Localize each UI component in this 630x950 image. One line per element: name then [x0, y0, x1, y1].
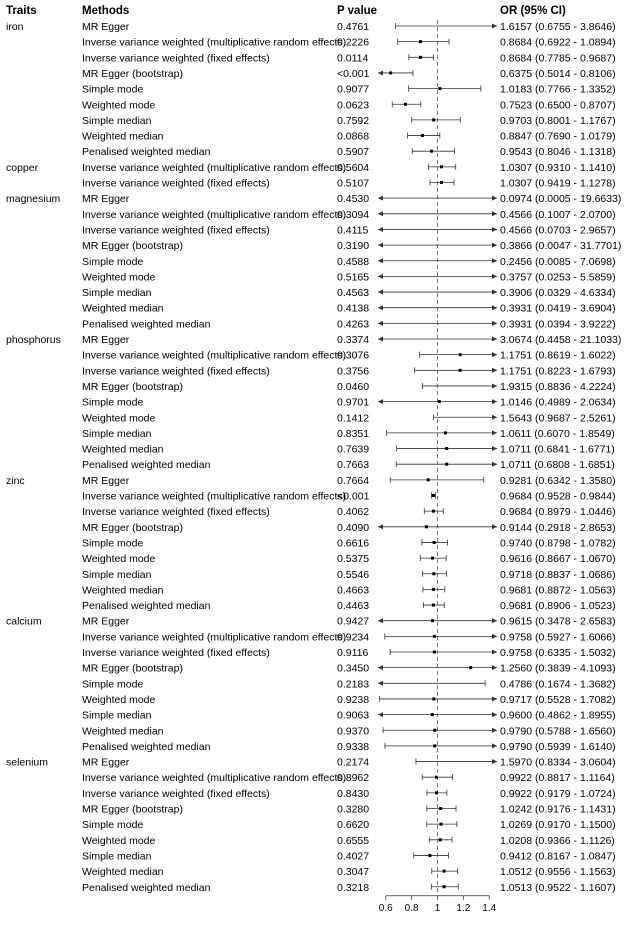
or-point: [433, 729, 436, 732]
or-ci-label: 0.3866 (0.0047 - 31.7701): [500, 240, 622, 253]
method-label: MR Egger: [82, 334, 130, 346]
p-value: 0.3094: [337, 208, 370, 221]
ci-arrow-right: [492, 430, 497, 435]
or-point: [439, 807, 442, 810]
method-label: Weighted mode: [82, 412, 156, 425]
method-label: Simple median: [82, 427, 152, 440]
or-point: [389, 71, 392, 74]
ci-arrow-left: [378, 712, 383, 717]
or-ci-label: 0.9740 (0.8798 - 1.0782): [500, 537, 616, 550]
or-point: [419, 56, 422, 59]
or-ci-label: 1.0307 (0.9310 - 1.1410): [500, 161, 616, 174]
or-point: [425, 525, 428, 528]
p-value: 0.3047: [337, 866, 370, 879]
or-ci-label: 0.9922 (0.8817 - 1.1164): [500, 772, 615, 785]
p-value: 0.5375: [337, 553, 370, 566]
p-value: 0.5604: [337, 161, 370, 174]
forest-rows: [6, 21, 621, 894]
or-point: [430, 150, 433, 153]
p-value: 0.3076: [337, 349, 370, 362]
or-ci-label: 0.9718 (0.8837 - 1.0686): [500, 568, 616, 581]
ci-arrow-right: [492, 759, 497, 764]
or-point: [432, 604, 435, 607]
or-point: [438, 400, 441, 403]
or-ci-label: 0.9790 (0.5788 - 1.6560): [500, 725, 616, 738]
ci-arrow-right: [492, 321, 497, 326]
or-point: [427, 478, 430, 481]
ci-arrow-left: [378, 274, 383, 279]
p-value: 0.6620: [337, 819, 370, 832]
method-label: MR Egger: [82, 21, 130, 33]
ci-arrow-left: [378, 337, 383, 342]
or-ci-label: 1.9315 (0.8836 - 4.2224): [500, 380, 616, 393]
p-value: 0.6616: [337, 537, 370, 550]
or-point: [445, 463, 448, 466]
p-value: 0.9427: [337, 615, 370, 628]
p-value: 0.9116: [337, 647, 369, 659]
ci-arrow-left: [378, 618, 383, 623]
p-value: 0.4115: [337, 224, 369, 237]
method-label: Weighted median: [82, 584, 164, 597]
ci-arrow-right: [492, 352, 497, 357]
or-point: [432, 510, 435, 513]
method-label: Weighted median: [82, 443, 164, 456]
or-ci-label: 0.3931 (0.0419 - 3.6904): [500, 302, 616, 315]
method-label: Weighted mode: [82, 693, 156, 706]
or-ci-label: 0.9543 (0.8046 - 1.1318): [500, 146, 616, 159]
or-ci-label: 0.9600 (0.4862 - 1.8955): [500, 709, 616, 722]
method-label: MR Egger (bootstrap): [82, 240, 183, 253]
ci-arrow-right: [492, 227, 497, 232]
ci-arrow-left: [378, 290, 383, 295]
or-point: [440, 165, 443, 168]
or-ci-label: 0.9681 (0.8872 - 1.0563): [500, 584, 616, 597]
ci-arrow-right: [492, 446, 497, 451]
p-value: <0.001: [337, 67, 370, 80]
p-value: 0.5165: [337, 271, 370, 284]
ci-arrow-right: [492, 243, 497, 248]
or-ci-label: 0.3931 (0.0394 - 3.9222): [500, 318, 616, 331]
x-tick-label: 0.8: [404, 902, 419, 914]
ci-arrow-left: [378, 305, 383, 310]
ci-arrow-right: [492, 712, 497, 717]
or-ci-label: 0.9616 (0.8667 - 1.0670): [500, 553, 616, 566]
method-label: Weighted median: [82, 302, 164, 315]
method-label: Weighted median: [82, 866, 164, 879]
p-value: 0.5907: [337, 146, 370, 159]
p-value: 0.9701: [337, 396, 370, 409]
or-ci-label: 1.0242 (0.9176 - 1.1431): [500, 803, 616, 816]
or-ci-label: 1.0183 (0.7766 - 1.3352): [500, 83, 616, 96]
p-value: 0.9063: [337, 709, 370, 722]
method-label: MR Egger: [82, 474, 130, 487]
or-point: [439, 823, 442, 826]
method-label: Inverse variance weighted (fixed effects): [82, 787, 270, 800]
or-ci-label: 0.9684 (0.9528 - 0.9844): [500, 490, 616, 503]
or-ci-label: 0.9703 (0.8001 - 1.1767): [500, 114, 616, 127]
or-ci-label: 0.7523 (0.6500 - 0.8707): [500, 99, 616, 112]
ci-arrow-right: [492, 524, 497, 529]
ci-arrow-left: [378, 399, 383, 404]
or-point: [443, 870, 446, 873]
p-value: 0.3280: [337, 803, 370, 816]
trait-label: selenium: [6, 756, 49, 769]
p-value: 0.9338: [337, 740, 370, 753]
or-point: [440, 181, 443, 184]
or-ci-label: 0.9790 (0.5939 - 1.6140): [500, 740, 616, 753]
or-ci-label: 1.0146 (0.4989 - 2.0634): [500, 396, 616, 409]
ci-arrow-right: [492, 258, 497, 263]
or-point: [431, 619, 434, 622]
plot-area: [378, 20, 497, 894]
method-label: Inverse variance weighted (multiplicative random effects): [82, 631, 347, 644]
ci-arrow-left: [378, 227, 383, 232]
method-label: Weighted median: [82, 130, 164, 143]
p-value: 0.6555: [337, 834, 370, 847]
or-ci-label: 1.5643 (0.9687 - 2.5261): [500, 412, 616, 425]
or-point: [435, 791, 438, 794]
p-value: 0.7592: [337, 114, 370, 127]
ci-arrow-right: [492, 650, 497, 655]
header-pvalue: P value: [337, 5, 378, 17]
ci-arrow-left: [378, 70, 383, 75]
or-point: [404, 103, 407, 106]
p-value: 0.3190: [337, 240, 370, 253]
p-value: 0.3374: [337, 334, 370, 346]
method-label: Inverse variance weighted (multiplicative random effects): [82, 161, 347, 174]
or-ci-label: 3.0674 (0.4458 - 21.1033): [500, 334, 622, 346]
p-value: 0.4263: [337, 318, 370, 331]
x-tick-label: 1: [434, 902, 441, 914]
or-point: [433, 541, 436, 544]
trait-label: magnesium: [6, 193, 61, 206]
or-ci-label: 0.9681 (0.8906 - 1.0523): [500, 600, 616, 613]
method-label: Penalised weighted median: [82, 740, 211, 753]
or-ci-label: 1.5970 (0.8334 - 3.0604): [500, 756, 616, 769]
or-ci-label: 1.1751 (0.8223 - 1.6793): [500, 365, 616, 378]
ci-arrow-left: [378, 211, 383, 216]
or-ci-label: 1.0611 (0.6070 - 1.8549): [500, 427, 615, 440]
p-value: 0.8430: [337, 787, 370, 800]
or-ci-label: 0.9922 (0.9179 - 1.0724): [500, 787, 616, 800]
or-ci-label: 0.4566 (0.1007 - 2.0700): [500, 208, 616, 221]
method-label: Inverse variance weighted (fixed effects): [82, 52, 270, 65]
or-ci-label: 0.3757 (0.0253 - 5.5859): [500, 271, 616, 284]
trait-label: phosphorus: [6, 334, 61, 346]
method-label: Inverse variance weighted (multiplicative random effects): [82, 349, 347, 362]
or-point: [432, 494, 435, 497]
p-value: 0.4138: [337, 302, 370, 315]
or-ci-label: 0.0974 (0.0005 - 19.6633): [500, 193, 622, 206]
or-point: [459, 369, 462, 372]
or-point: [428, 854, 431, 857]
ci-arrow-right: [492, 211, 497, 216]
ci-arrow-left: [378, 665, 383, 670]
or-point: [433, 651, 436, 654]
x-tick-label: 0.6: [378, 902, 393, 914]
or-point: [439, 838, 442, 841]
method-label: MR Egger (bootstrap): [82, 380, 183, 393]
ci-arrow-right: [492, 337, 497, 342]
method-label: Inverse variance weighted (multiplicative random effects): [82, 208, 347, 221]
p-value: 0.3450: [337, 662, 370, 675]
trait-label: calcium: [6, 615, 42, 628]
ci-arrow-right: [492, 665, 497, 670]
trait-label: iron: [6, 21, 24, 33]
or-ci-label: 0.8847 (0.7690 - 1.0179): [500, 130, 616, 143]
p-value: 0.4090: [337, 521, 370, 534]
or-ci-label: 0.9615 (0.3478 - 2.6583): [500, 615, 616, 628]
method-label: Simple median: [82, 850, 152, 863]
ci-arrow-right: [492, 383, 497, 388]
p-value: 0.8351: [337, 427, 370, 440]
method-label: Weighted mode: [82, 99, 156, 112]
method-label: Simple median: [82, 287, 152, 300]
or-ci-label: 1.0711 (0.6841 - 1.6771): [500, 443, 615, 456]
x-axis: [379, 896, 497, 914]
ci-arrow-right: [492, 728, 497, 733]
p-value: 0.7664: [337, 474, 370, 487]
ci-arrow-right: [492, 368, 497, 373]
or-ci-label: 1.0307 (0.9419 - 1.1278): [500, 177, 616, 190]
or-ci-label: 0.9281 (0.6342 - 1.3580): [500, 474, 616, 487]
p-value: 0.4530: [337, 193, 370, 206]
ci-arrow-right: [492, 415, 497, 420]
method-label: Inverse variance weighted (fixed effects): [82, 647, 270, 659]
p-value: 0.9370: [337, 725, 370, 738]
ci-arrow-right: [492, 274, 497, 279]
method-label: Weighted mode: [82, 271, 156, 284]
or-point: [432, 118, 435, 121]
or-ci-label: 1.0711 (0.6808 - 1.6851): [500, 459, 615, 472]
or-point: [431, 557, 434, 560]
or-point: [445, 447, 448, 450]
ci-arrow-left: [378, 321, 383, 326]
or-point: [433, 744, 436, 747]
or-point: [443, 885, 446, 888]
method-label: Simple mode: [82, 255, 144, 268]
p-value: 0.2174: [337, 756, 370, 769]
or-ci-label: 1.2560 (0.3839 - 4.1093): [500, 662, 616, 675]
method-label: Simple median: [82, 568, 152, 581]
or-point: [432, 697, 435, 700]
or-ci-label: 0.3906 (0.0329 - 4.6334): [500, 287, 616, 300]
ci-arrow-right: [492, 399, 497, 404]
method-label: Inverse variance weighted (multiplicative random effects): [82, 772, 347, 785]
p-value: 0.3756: [337, 365, 370, 378]
p-value: <0.001: [337, 490, 370, 503]
method-label: Inverse variance weighted (fixed effects): [82, 224, 270, 237]
or-ci-label: 1.0512 (0.9556 - 1.1563): [500, 866, 616, 879]
method-label: Penalised weighted median: [82, 600, 211, 613]
method-label: Simple mode: [82, 396, 144, 409]
trait-label: copper: [6, 161, 39, 174]
p-value: 0.7639: [337, 443, 370, 456]
p-value: 0.4062: [337, 506, 370, 519]
p-value: 0.4463: [337, 600, 370, 613]
method-label: MR Egger (bootstrap): [82, 662, 183, 675]
method-label: Inverse variance weighted (fixed effects): [82, 177, 270, 190]
p-value: 0.2226: [337, 36, 370, 49]
p-value: 0.9077: [337, 83, 370, 96]
ci-arrow-right: [492, 743, 497, 748]
or-ci-label: 0.4786 (0.1674 - 1.3682): [500, 678, 616, 691]
ci-arrow-right: [492, 196, 497, 201]
or-point: [431, 713, 434, 716]
or-ci-label: 0.2456 (0.0085 - 7.0698): [500, 255, 616, 268]
method-label: Inverse variance weighted (fixed effects): [82, 365, 270, 378]
or-ci-label: 1.0513 (0.9522 - 1.1607): [500, 881, 616, 894]
or-point: [432, 572, 435, 575]
method-label: Weighted mode: [82, 834, 156, 847]
ci-arrow-right: [492, 696, 497, 701]
or-point: [459, 353, 462, 356]
or-ci-label: 1.6157 (0.6755 - 3.8646): [500, 21, 616, 33]
ci-arrow-left: [378, 681, 383, 686]
method-label: Inverse variance weighted (fixed effects): [82, 506, 270, 519]
or-ci-label: 0.9758 (0.6335 - 1.5032): [500, 647, 616, 659]
method-label: Simple median: [82, 709, 152, 722]
p-value: 0.4588: [337, 255, 370, 268]
method-label: Weighted median: [82, 725, 164, 738]
ci-arrow-right: [492, 290, 497, 295]
or-ci-label: 0.9412 (0.8167 - 1.0847): [500, 850, 616, 863]
p-value: 0.1412: [337, 412, 370, 425]
p-value: 0.5546: [337, 568, 370, 581]
method-label: Inverse variance weighted (multiplicative random effects): [82, 36, 347, 49]
p-value: 0.4663: [337, 584, 370, 597]
or-ci-label: 0.4566 (0.0703 - 2.9657): [500, 224, 616, 237]
header-or: OR (95% CI): [500, 5, 566, 17]
trait-label: zinc: [6, 474, 25, 487]
ci-arrow-right: [492, 305, 497, 310]
or-point: [444, 431, 447, 434]
or-point: [469, 666, 472, 669]
or-point: [421, 134, 424, 137]
p-value: 0.8962: [337, 772, 370, 785]
or-ci-label: 1.0208 (0.9366 - 1.1126): [500, 834, 615, 847]
method-label: MR Egger (bootstrap): [82, 67, 183, 80]
or-ci-label: 1.0269 (0.9170 - 1.1500): [500, 819, 616, 832]
ci-arrow-left: [378, 196, 383, 201]
method-label: Penalised weighted median: [82, 318, 211, 331]
method-label: Simple mode: [82, 537, 144, 550]
or-ci-label: 0.8684 (0.7785 - 0.9687): [500, 52, 616, 65]
or-point: [432, 588, 435, 591]
method-label: Penalised weighted median: [82, 459, 211, 472]
or-ci-label: 0.9144 (0.2918 - 2.8653): [500, 521, 616, 534]
p-value: 0.4761: [337, 21, 370, 33]
or-point: [419, 40, 422, 43]
method-label: MR Egger: [82, 193, 130, 206]
or-ci-label: 0.6375 (0.5014 - 0.8106): [500, 67, 616, 80]
header-methods: Methods: [82, 5, 130, 17]
ci-arrow-right: [492, 24, 497, 29]
ci-arrow-right: [492, 618, 497, 623]
method-label: Inverse variance weighted (multiplicative random effects): [82, 490, 347, 503]
or-ci-label: 0.9684 (0.8979 - 1.0446): [500, 506, 616, 519]
p-value: 0.0623: [337, 99, 370, 112]
p-value: 0.7663: [337, 459, 370, 472]
x-tick-label: 1.2: [456, 902, 471, 914]
p-value: 0.3218: [337, 881, 370, 894]
method-label: Penalised weighted median: [82, 146, 211, 159]
ci-arrow-left: [378, 258, 383, 263]
ci-arrow-right: [492, 462, 497, 467]
method-label: Simple mode: [82, 678, 144, 691]
method-label: MR Egger: [82, 615, 130, 628]
p-value: 0.9238: [337, 693, 370, 706]
method-label: MR Egger (bootstrap): [82, 521, 183, 534]
or-point: [435, 776, 438, 779]
x-tick-label: 1.4: [482, 902, 497, 914]
p-value: 0.9234: [337, 631, 370, 644]
p-value: 0.2183: [337, 678, 370, 691]
p-value: 0.4563: [337, 287, 370, 300]
p-value: 0.0114: [337, 52, 369, 65]
p-value: 0.0460: [337, 380, 370, 393]
p-value: 0.4027: [337, 850, 370, 863]
method-label: Simple median: [82, 114, 152, 127]
method-label: Weighted mode: [82, 553, 156, 566]
method-label: Simple mode: [82, 819, 144, 832]
or-point: [433, 635, 436, 638]
or-ci-label: 1.1751 (0.8619 - 1.6022): [500, 349, 616, 362]
or-ci-label: 0.9758 (0.5927 - 1.6066): [500, 631, 616, 644]
or-ci-label: 0.9717 (0.5528 - 1.7082): [500, 693, 616, 706]
ci-arrow-left: [378, 524, 383, 529]
method-label: Penalised weighted median: [82, 881, 211, 894]
method-label: MR Egger (bootstrap): [82, 803, 183, 816]
p-value: 0.0868: [337, 130, 370, 143]
or-point: [438, 87, 441, 90]
method-label: Simple mode: [82, 83, 144, 96]
header-traits: Traits: [6, 5, 37, 17]
or-ci-label: 0.8684 (0.6922 - 1.0894): [500, 36, 616, 49]
p-value: 0.5107: [337, 177, 370, 190]
ci-arrow-right: [492, 634, 497, 639]
ci-arrow-left: [378, 243, 383, 248]
method-label: MR Egger: [82, 756, 130, 769]
